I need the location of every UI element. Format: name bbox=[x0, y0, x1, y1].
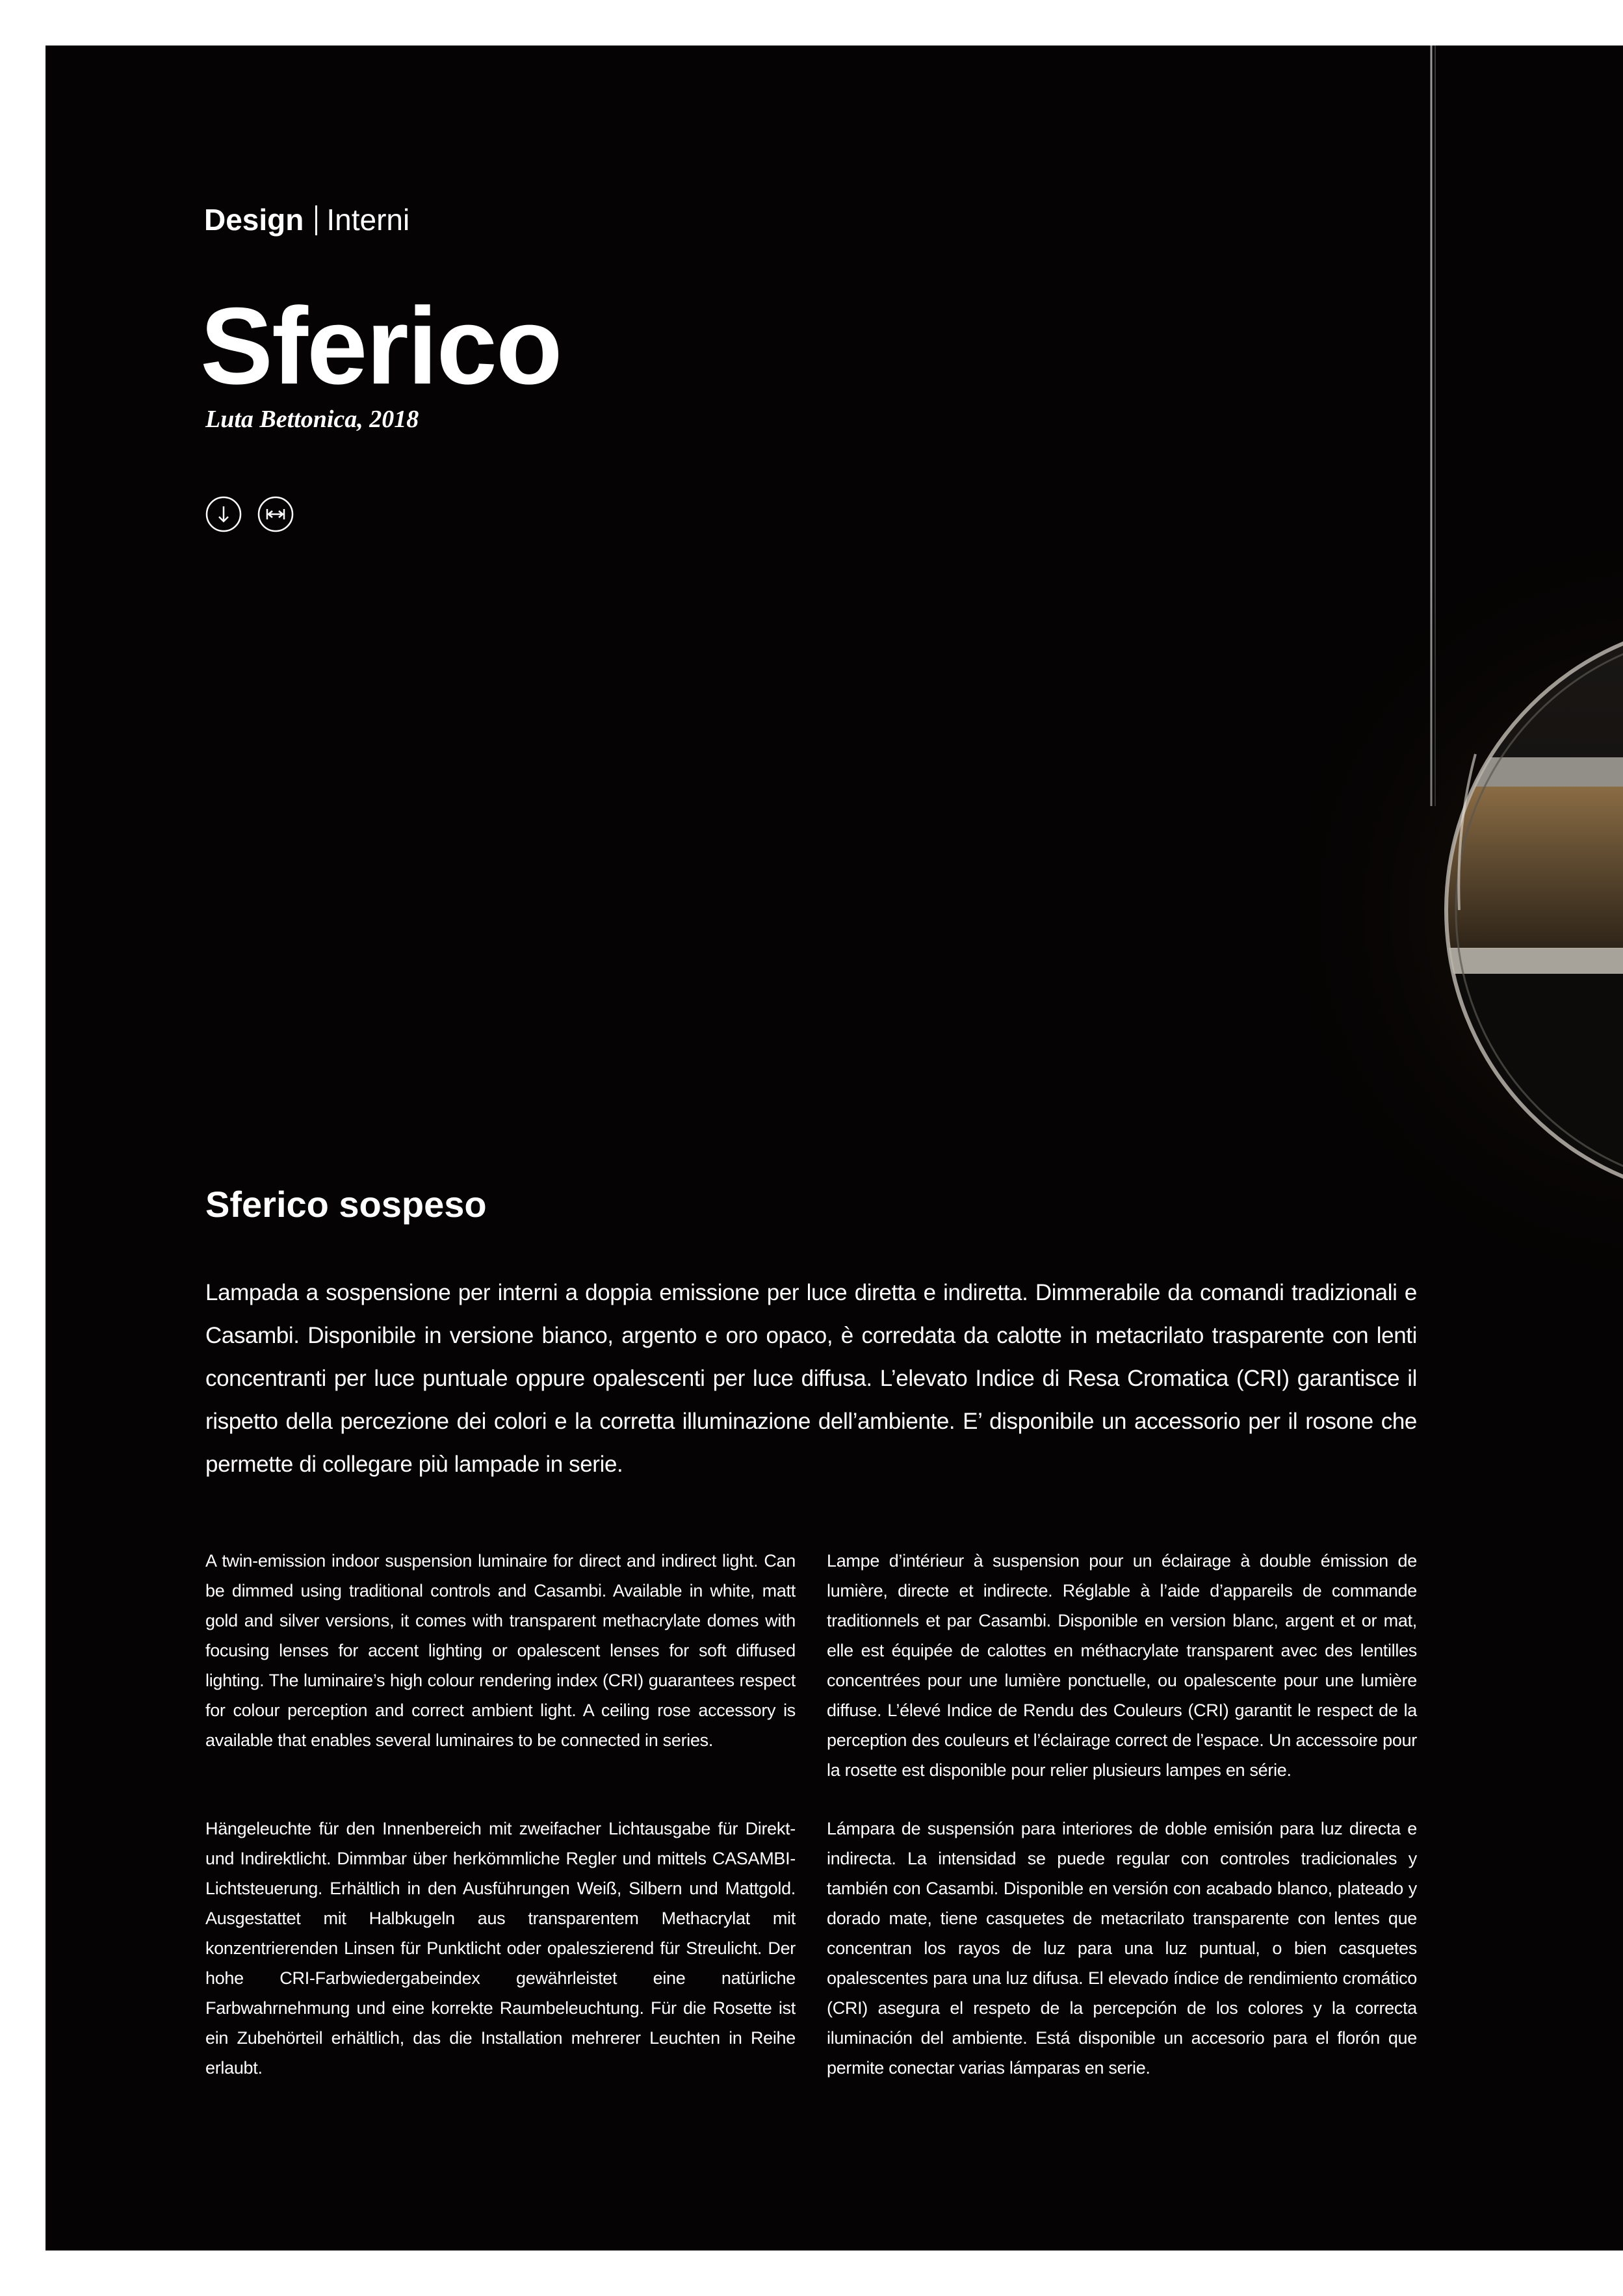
arrow-down-circle-icon bbox=[205, 496, 242, 532]
lead-paragraph-it: Lampada a sospensione per interni a doppia emissione per luce diretta e indiretta. Dimmerabile da comandi tradizionali e Casambi. Disponibile in versione bianco, argento e oro opaco, è corredata da calotte in metacrilato trasparente con lenti concentranti per luce puntuale oppure opalescenti per luce diffusa. L’elevato Indice di Resa Cromatica (CRI) garantisce il rispetto della percezione dei colori e la corretta illuminazione dell’ambiente. E’ disponibile un accessorio per il rosone che permette di collegare più lampade in serie. bbox=[205, 1280, 1417, 1477]
product-title: Sferico bbox=[200, 285, 562, 407]
brand-interni: Interni bbox=[326, 203, 410, 237]
catalog-page bbox=[45, 46, 1623, 2250]
section-subtitle: Sferico sospeso bbox=[205, 1184, 487, 1225]
description-es: Lámpara de suspensión para interiores de doble emisión para luz directa e indirecta. La intensidad se puede regular con controles tradicionales y también con Casambi. Disponible en versión con acabado blanco, plateado y dorado mate, tiene casquetes de metacrilato transparente con lentes que concentran los rayos de luz para una luz puntual, o bien casquetes opalescentes para una luz difusa. El elevado índice de rendimiento cromático (CRI) asegura el respeto de la percepción de los colores y la correcta iluminación del ambiente. Está disponible un accesorio para el florón que permite conectar varias lámparas en serie. bbox=[827, 1819, 1417, 2078]
designer-credit: Luta Bettonica, 2018 bbox=[205, 406, 419, 433]
description-de: Hängeleuchte für den Innenbereich mit zweifacher Lichtausgabe für Direkt- und Indirektlicht. Dimmbar über herkömmliche Regler und mittels CASAMBI-Lichtsteuerung. Erhältlich in den Ausführungen Weiß, Silbern und Mattgold. Ausgestattet mit Halbkugeln aus transparentem Methacrylat mit konzentrierenden Linsen für Punktlicht oder opaleszierend für Streulicht. Der hohe CRI-Farbwiedergabeindex gewährleistet eine natürliche Farbwahrnehmung und eine korrekte Raumbeleuchtung. Für die Rosette ist ein Zubehörteil erhältlich, das die Installation mehrerer Leuchten in Reihe erlaubt. bbox=[205, 1819, 796, 2078]
lead-paragraph-wrapper bbox=[205, 1272, 1417, 1486]
arrows-left-right-circle-icon bbox=[257, 496, 294, 532]
description-fr: Lampe d’intérieur à suspension pour un éclairage à double émission de lumière, directe et indirecte. Réglable à l’aide d’appareils de commande traditionnels et par Casambi. Disponible en version blanc, argent et or mat, elle est équipée de calottes en méthacrylate transparent avec des lentilles concentrées pour une lumière ponctuelle, ou opalescente pour une lumière diffuse. L’élevé Indice de Rendu des Couleurs (CRI) garantit le respect de la perception des couleurs et l’éclairage correct de l’espace. Un accessoire pour la rosette est disponible pour relier plusieurs lampes en série. bbox=[827, 1551, 1417, 1780]
brand-design: Design bbox=[204, 203, 304, 237]
description-en: A twin-emission indoor suspension luminaire for direct and indirect light. Can be dimmed using traditional controls and Casambi. Available in white, matt gold and silver versions, it comes with transparent methacrylate domes with focusing lenses for accent lighting or opalescent lenses for soft diffused lighting. The luminaire’s high colour rendering index (CRI) guarantees respect for colour perception and correct ambient light. A ceiling rose accessory is available that enables several luminaires to be connected in series. bbox=[205, 1551, 796, 1750]
brand-divider bbox=[315, 205, 317, 235]
brand-header bbox=[204, 205, 409, 235]
